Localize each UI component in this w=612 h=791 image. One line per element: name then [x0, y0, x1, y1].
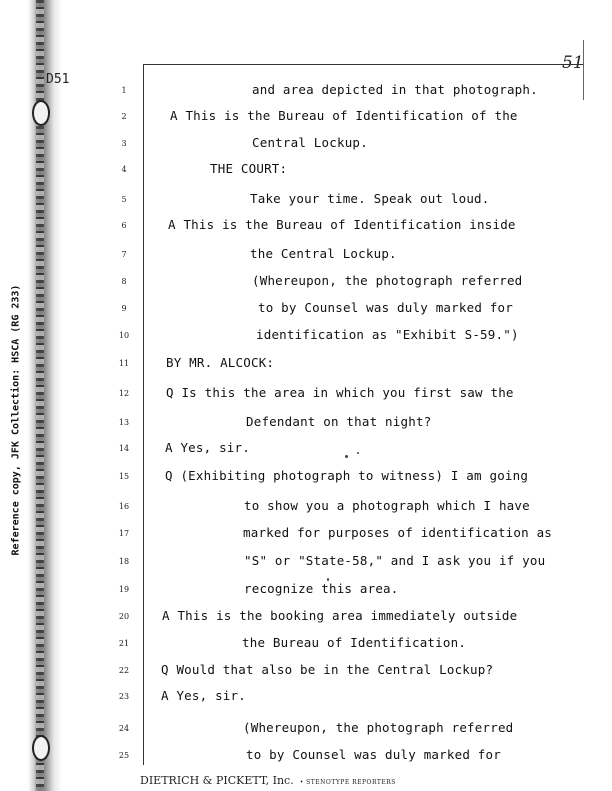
line-text: to by Counsel was duly marked for [258, 300, 513, 315]
line-number: 10 [118, 331, 130, 340]
line-text: THE COURT: [210, 161, 288, 176]
line-text: A This is the Bureau of Identification of the [170, 108, 518, 123]
line-text: and area depicted in that photograph. [252, 82, 538, 97]
transcript-line [0, 271, 612, 295]
line-number: 2 [121, 112, 127, 121]
line-number: 13 [118, 418, 130, 427]
line-text: A Yes, sir. [161, 688, 246, 703]
line-number: 7 [121, 250, 127, 259]
line-text: (Whereupon, the photograph referred [252, 273, 523, 288]
line-number: 14 [118, 444, 130, 453]
transcript-line [0, 80, 612, 104]
line-text: Central Lockup. [252, 135, 368, 150]
line-number: 18 [118, 557, 130, 566]
line-number: 22 [118, 666, 130, 675]
line-number: 12 [118, 389, 130, 398]
line-number: 20 [118, 612, 130, 621]
line-text: Q Would that also be in the Central Lockup? [161, 662, 494, 677]
transcript-line [0, 438, 612, 462]
handwritten-page-number: 51 [562, 53, 584, 73]
line-number: 3 [121, 139, 127, 148]
transcript-line [0, 244, 612, 268]
transcript-line [0, 298, 612, 322]
line-text: (Whereupon, the photograph referred [243, 720, 514, 735]
line-number: 8 [121, 277, 127, 286]
reporter-firm: DIETRICH & PICKETT, Inc. [140, 774, 294, 787]
transcript-line [0, 660, 612, 684]
transcript-line [0, 718, 612, 742]
line-text: BY MR. ALCOCK: [166, 355, 275, 370]
line-number: 5 [121, 195, 127, 204]
transcript-line [0, 579, 612, 603]
transcript-line [0, 496, 612, 520]
transcript-line [0, 133, 612, 157]
transcript-line [0, 189, 612, 213]
line-number: 11 [118, 359, 130, 368]
reporter-footer [140, 774, 396, 787]
line-number: 17 [118, 529, 130, 538]
line-text: Q (Exhibiting photograph to witness) I am going [165, 468, 529, 483]
line-number: 1 [121, 86, 127, 95]
line-text: A This is the Bureau of Identification inside [168, 217, 516, 232]
line-text: marked for purposes of identification as [243, 525, 553, 540]
reference-stamp: Reference copy, JFK Collection: HSCA (RG 233) [10, 284, 22, 556]
frame-top-rule [143, 64, 583, 65]
line-text: Q Is this the area in which you first saw the [166, 385, 514, 400]
line-number: 16 [118, 502, 130, 511]
transcript-line [0, 383, 612, 407]
line-number: 25 [118, 751, 130, 760]
line-number: 19 [118, 585, 130, 594]
scan-speck [327, 578, 329, 581]
line-text: A This is the booking area immediately outside [162, 608, 518, 623]
scan-speck [345, 455, 348, 458]
reporter-tagline: • STENOTYPE REPORTERS [299, 779, 396, 786]
line-number: 24 [118, 724, 130, 733]
transcript-line [0, 466, 612, 490]
transcript-line [0, 215, 612, 239]
line-number: 9 [121, 304, 127, 313]
line-text: to show you a photograph which I have [244, 498, 530, 513]
line-text: identification as "Exhibit S-59.") [256, 327, 519, 342]
transcript-line [0, 159, 612, 183]
transcript-line [0, 686, 612, 710]
line-text: the Central Lockup. [250, 246, 397, 261]
line-text: to by Counsel was duly marked for [246, 747, 501, 762]
line-text: "S" or "State-58," and I ask you if you [244, 553, 546, 568]
line-number: 21 [118, 639, 130, 648]
transcript-line [0, 633, 612, 657]
transcript-line [0, 606, 612, 630]
transcript-line [0, 325, 612, 349]
line-number: 4 [121, 165, 127, 174]
transcript-line [0, 551, 612, 575]
transcript-line [0, 412, 612, 436]
transcript-line [0, 745, 612, 769]
document-id: D51 [46, 72, 70, 87]
line-text: A Yes, sir. [165, 440, 250, 455]
transcript-line [0, 353, 612, 377]
line-text: Take your time. Speak out loud. [250, 191, 490, 206]
transcript-line [0, 106, 612, 130]
line-number: 23 [118, 692, 130, 701]
line-number: 15 [118, 472, 130, 481]
line-number: 6 [121, 221, 127, 230]
line-text: Defendant on that night? [246, 414, 432, 429]
line-text: the Bureau of Identification. [242, 635, 467, 650]
scan-speck [357, 452, 359, 454]
transcript-line [0, 523, 612, 547]
line-text: recognize this area. [244, 581, 399, 596]
